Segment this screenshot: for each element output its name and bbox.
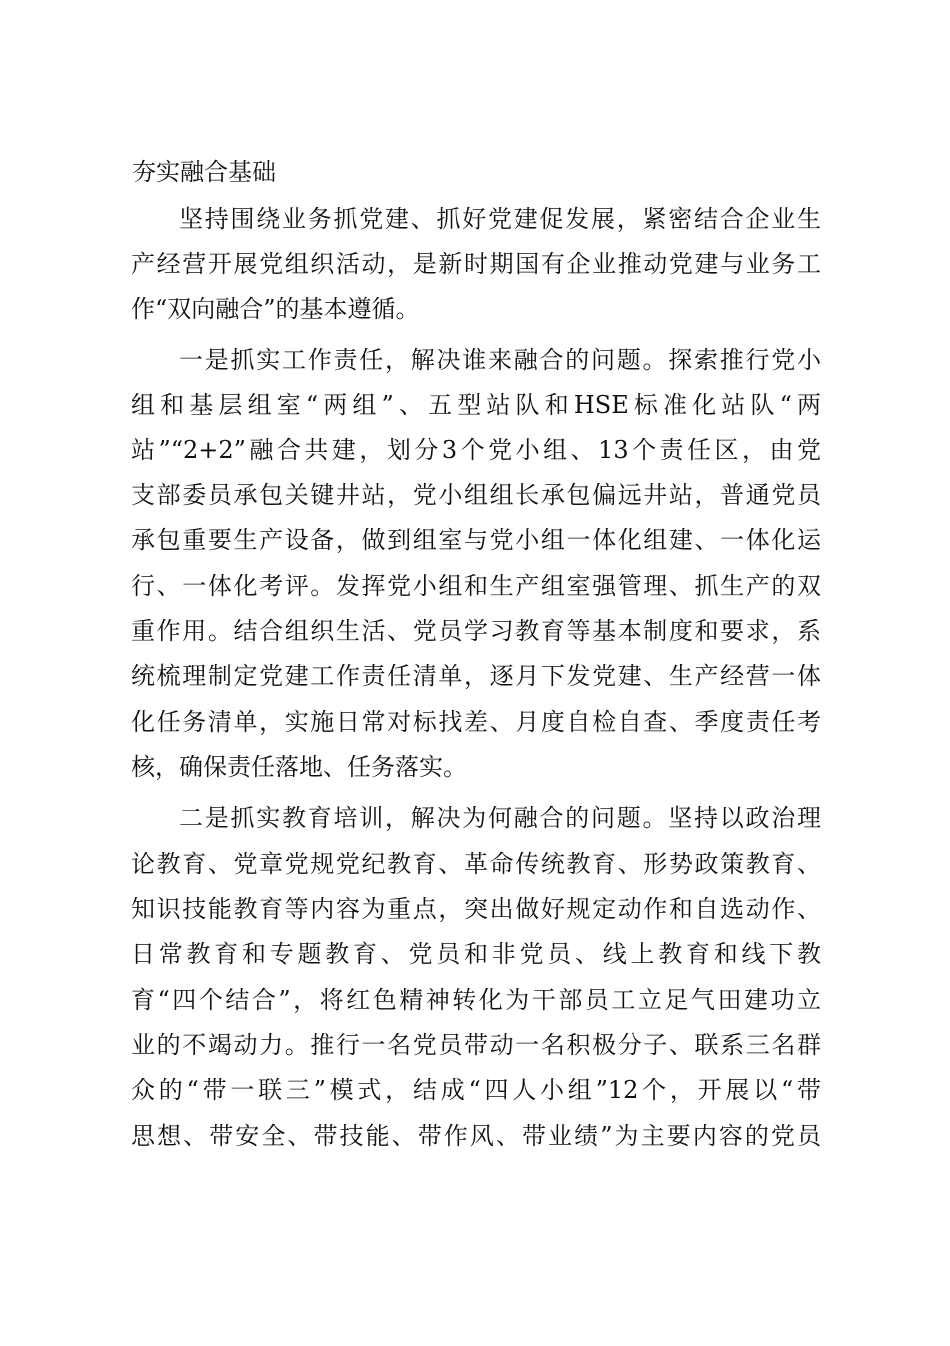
paragraph-line: 思想、带安全、带技能、带作风、带业绩”为主要内容的党员 <box>131 1122 821 1150</box>
paragraph-line: 支部委员承包关键井站，党小组组长承包偏远井站，普通党员 <box>131 481 821 509</box>
paragraph-line: 论教育、党章党规党纪教育、革命传统教育、形势政策教育、 <box>131 850 821 878</box>
paragraph-line: 知识技能教育等内容为重点，突出做好规定动作和自选动作、 <box>131 895 821 923</box>
paragraph-line: 组和基层组室“两组”、五型站队和HSE标准化站队“两 <box>131 391 821 419</box>
paragraph-line: 一是抓实工作责任，解决谁来融合的问题。探索推行党小 <box>179 346 821 374</box>
paragraph-line: 行、一体化考评。发挥党小组和生产组室强管理、抓生产的双 <box>131 572 821 600</box>
section-heading: 夯实融合基础 <box>132 158 276 186</box>
paragraph-line: 承包重要生产设备，做到组室与党小组一体化组建、一体化运 <box>131 526 821 554</box>
paragraph-line: 重作用。结合组织生活、党员学习教育等基本制度和要求，系 <box>131 617 821 645</box>
paragraph-line: 二是抓实教育培训，解决为何融合的问题。坚持以政治理 <box>179 804 821 832</box>
paragraph-line: 坚持围绕业务抓党建、抓好党建促发展，紧密结合企业生 <box>179 205 821 233</box>
paragraph-line: 业的不竭动力。推行一名党员带动一名积极分子、联系三名群 <box>131 1031 821 1059</box>
paragraph-line: 统梳理制定党建工作责任清单，逐月下发党建、生产经营一体 <box>131 662 821 690</box>
paragraph-line: 化任务清单，实施日常对标找差、月度自检自查、季度责任考 <box>131 708 821 736</box>
paragraph-line: 众的“带一联三”模式，结成“四人小组”12个，开展以“带 <box>131 1076 821 1104</box>
paragraph-line: 产经营开展党组织活动，是新时期国有企业推动党建与业务工 <box>131 250 821 278</box>
paragraph-line: 作“双向融合”的基本遵循。 <box>131 295 420 323</box>
paragraph-line: 站”“2+2”融合共建，划分3个党小组、13个责任区，由党 <box>131 436 821 464</box>
paragraph-line: 育“四个结合”，将红色精神转化为干部员工立足气田建功立 <box>131 986 821 1014</box>
paragraph-line: 核，确保责任落地、任务落实。 <box>131 753 467 781</box>
paragraph-line: 日常教育和专题教育、党员和非党员、线上教育和线下教 <box>131 940 821 968</box>
